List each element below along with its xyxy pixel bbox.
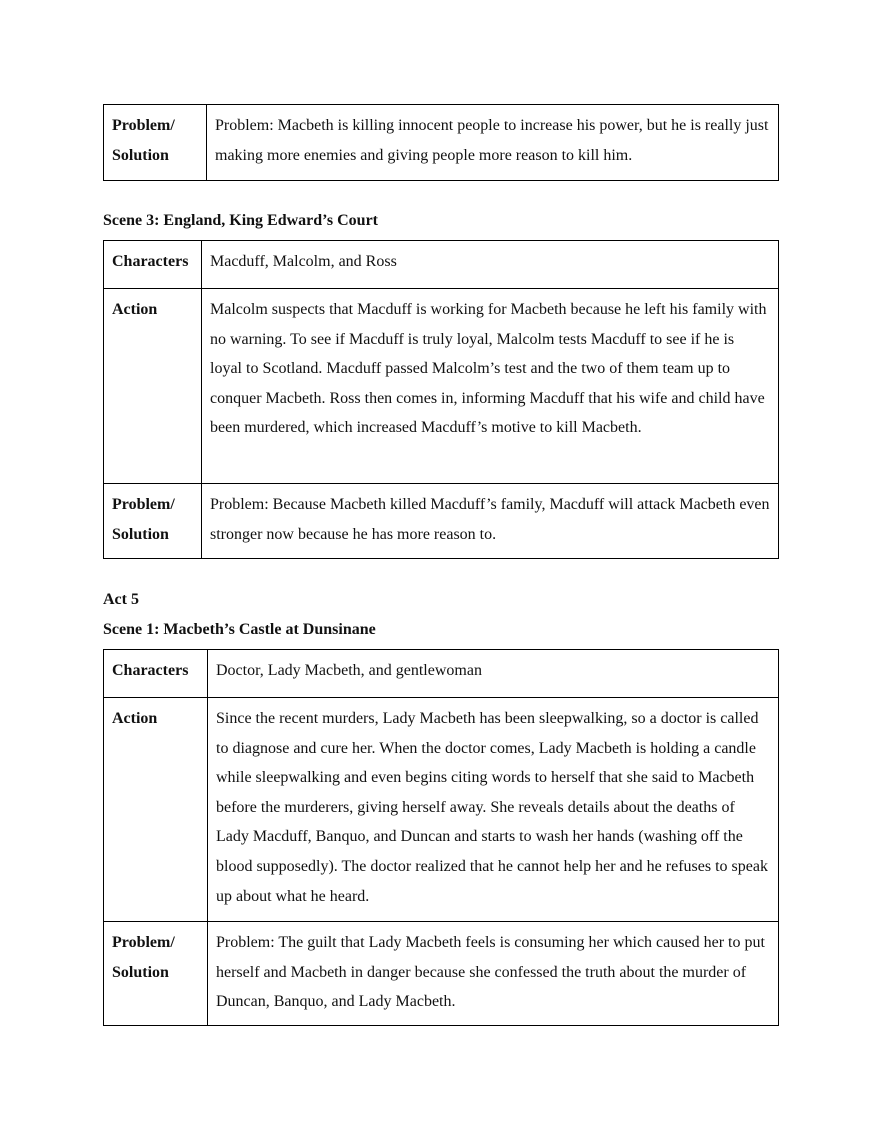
characters-text: Macduff, Malcolm, and Ross [202,241,779,289]
problem-solution-table-continued [103,104,779,181]
problem-solution-label: Problem/ Solution [104,922,208,1026]
scene-3-table [103,240,779,559]
characters-label: Characters [104,241,202,289]
table-row [104,922,779,1026]
problem-solution-text: Problem: The guilt that Lady Macbeth feels is consuming her which caused her to put herself and Macbeth in danger because she confessed the truth about the murder of Duncan, Banquo, and Lady Macbeth. [208,922,779,1026]
action-label: Action [104,698,208,922]
table-row [104,241,779,289]
act-5-heading: Act 5 [103,591,139,608]
scene-1-table [103,649,779,1026]
action-label: Action [104,289,202,484]
action-text: Malcolm suspects that Macduff is working for Macbeth because he left his family with no warning. To see if Macduff is truly loyal, Malcolm tests Macduff to see if he is loyal to Scotland. Macduff passed Malcolm’s test and the two of them team up to conquer Macbeth. Ross then comes in, informing Macduff that his wife and child have been murdered, which increased Macduff’s motive to kill Macbeth. [202,289,779,484]
problem-solution-label: Problem/ Solution [104,105,207,181]
table-row [104,650,779,698]
problem-solution-text: Problem: Macbeth is killing innocent people to increase his power, but he is really just making more enemies and giving people more reason to kill him. [207,105,779,181]
scene-3-heading: Scene 3: England, King Edward’s Court [103,212,378,229]
problem-solution-text: Problem: Because Macbeth killed Macduff’s family, Macduff will attack Macbeth even stronger now because he has more reason to. [202,484,779,559]
table-row [104,289,779,484]
table-row [104,105,779,181]
table-row [104,698,779,922]
characters-label: Characters [104,650,208,698]
scene-1-heading: Scene 1: Macbeth’s Castle at Dunsinane [103,621,376,638]
problem-solution-label: Problem/ Solution [104,484,202,559]
characters-text: Doctor, Lady Macbeth, and gentlewoman [208,650,779,698]
action-text: Since the recent murders, Lady Macbeth has been sleepwalking, so a doctor is called to diagnose and cure her. When the doctor comes, Lady Macbeth is holding a candle while sleepwalking and even begins citing words to herself that she said to Macbeth before the murderers, giving herself away. She reveals details about the deaths of Lady Macduff, Banquo, and Duncan and starts to wash her hands (washing off the blood supposedly). The doctor realized that he cannot help her and he refuses to speak up about what he heard. [208,698,779,922]
table-row [104,484,779,559]
